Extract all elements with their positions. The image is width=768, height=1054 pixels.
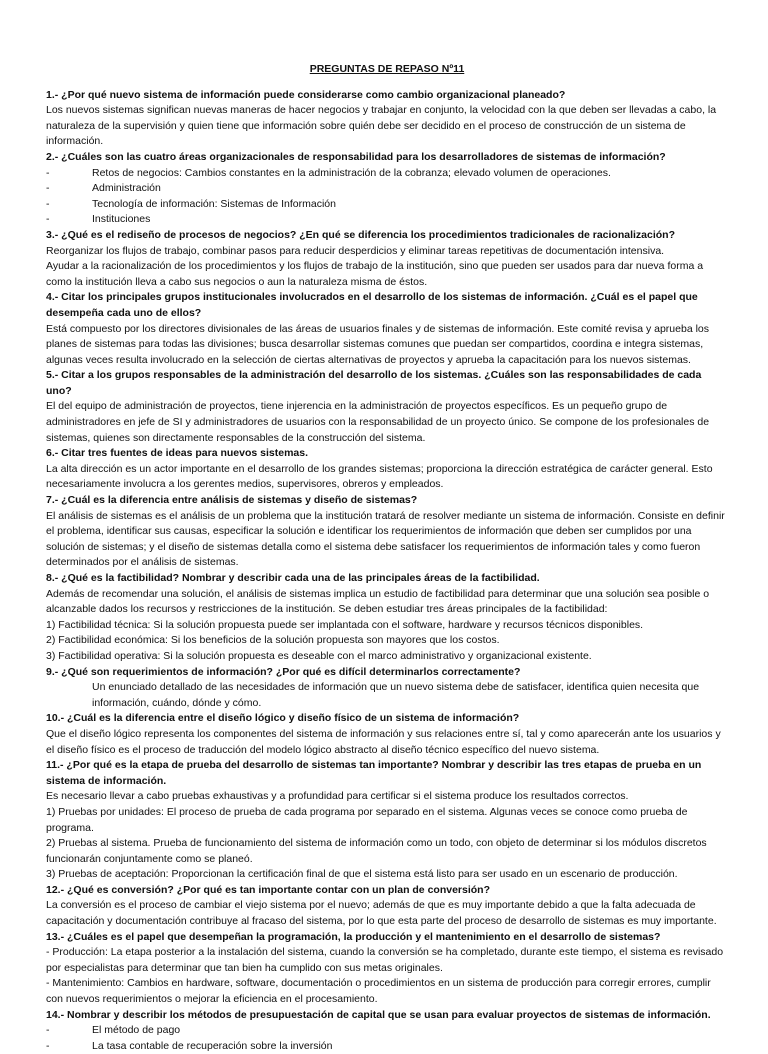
question-heading: 8.- ¿Qué es la factibilidad? Nombrar y describir cada una de las principales áreas de la factibilidad. (46, 572, 540, 584)
bullet-marker: - (46, 182, 50, 195)
answer-paragraph: Además de recomendar una solución, el análisis de sistemas implica un estudio de factibilidad para determinar que una solución sea posible o alcanzable dados los recursos y restricciones de la institución. Se deben estudiar tres áreas principales de la factibilidad: (46, 587, 710, 616)
answer-paragraph: Reorganizar los flujos de trabajo, combinar pasos para reducir desperdicios y eliminar tareas repetitivas de documentación intensiva. (46, 244, 665, 257)
bullet-marker: - (46, 166, 50, 179)
question-heading: 1.- ¿Por qué nuevo sistema de información puede considerarse como cambio organizacional planeado? (46, 88, 566, 101)
bullet-marker: - (46, 213, 50, 226)
bullet-text: Retos de negocios: Cambios constantes en la administración de la cobranza; elevado volumen de operaciones. (92, 166, 611, 179)
bullet-text: El método de pago (92, 1024, 181, 1037)
answer-paragraph: - Mantenimiento: Cambios en hardware, software, documentación o procedimientos en un sistema de producción para corregir errores, cumplir con nuevos requerimientos o mejorar la eficiencia en el procesamiento. (46, 977, 711, 1006)
bullet-marker: - (46, 197, 50, 210)
bullet-item (46, 197, 728, 213)
answer-paragraph: 3) Pruebas de aceptación: Proporcionan la certificación final de que el sistema está listo para ser usado en un escenario de producción. (46, 868, 678, 881)
document-body (46, 88, 728, 1054)
question-heading: 9.- ¿Qué son requerimientos de información? ¿Por qué es difícil determinarlos correctamente? (46, 665, 521, 678)
answer-paragraph: Está compuesto por los directores divisionales de las áreas de usuarios finales y de sistemas de información. Este comité revisa y aprueba los planes de sistemas para todas las divisiones; busca desarrollar sistemas comunes que puedan ser compartidos, coordina e integra sistemas, algunas veces resulta involucrado en la selección de ciertas alternativas de proyectos y aprueba la capacitación para los nuevos sistemas. (46, 322, 709, 366)
bullet-text: Tecnología de información: Sistemas de Información (92, 197, 336, 210)
answer-paragraph: Los nuevos sistemas significan nuevas maneras de hacer negocios y trabajar en conjunto, la velocidad con la que deben ser llevadas a cabo, la naturaleza de la supervisión y quien tiene que información sobre quién debe ser decidido en el proceso de construcción de un sistema de información. (46, 104, 717, 148)
question-heading: 2.- ¿Cuáles son las cuatro áreas organizacionales de responsabilidad para los desarrolladores de sistemas de información? (46, 150, 666, 163)
question-heading: 5.- Citar a los grupos responsables de la administración del desarrollo de los sistemas. ¿Cuáles son las responsabilidades de cada uno? (46, 369, 702, 397)
bullet-item (46, 212, 728, 228)
bullet-text: Administración (92, 182, 161, 195)
answer-paragraph: 2) Factibilidad económica: Si los beneficios de la solución propuesta son mayores que los costos. (46, 634, 500, 647)
question-heading: 13.- ¿Cuáles es el papel que desempeñan la programación, la producción y el mantenimiento en el desarrollo de sistemas? (46, 930, 661, 943)
answer-paragraph: Un enunciado detallado de las necesidades de información que un nuevo sistema debe de satisfacer, identifica quien necesita que información, cuándo, dónde y cómo. (92, 681, 700, 709)
bullet-item (46, 1023, 728, 1039)
question-heading: 4.- Citar los principales grupos institucionales involucrados en el desarrollo de los sistemas de información. ¿Cuál es el papel que desempeña cada uno de ellos? (46, 291, 698, 319)
question-heading: 3.- ¿Qué es el rediseño de procesos de negocios? ¿En qué se diferencia los procedimientos tradicionales de racionalización? (46, 228, 676, 241)
answer-paragraph: Que el diseño lógico representa los componentes del sistema de información y sus relaciones entre sí, tal y como aparecerán ante los usuarios y el diseño físico es el proceso de traducción del modelo lógico abstracto al diseño técnico específico del nuevo sistema. (46, 727, 721, 756)
bullet-marker: - (46, 1024, 50, 1037)
page-title: PREGUNTAS DE REPASO Nº11 (309, 63, 465, 75)
answer-paragraph: 1) Factibilidad técnica: Si la solución propuesta puede ser implantada con el software, hardware y recursos técnicos disponibles. (46, 618, 644, 631)
bullet-item (46, 181, 728, 197)
answer-paragraph: - Producción: La etapa posterior a la instalación del sistema, cuando la conversión se ha completado, durante este tiempo, el sistema es revisado por especialistas para determinar que tan bien ha cumplido con sus metas originales. (46, 946, 724, 974)
question-heading: 7.- ¿Cuál es la diferencia entre análisis de sistemas y diseño de sistemas? (46, 494, 418, 507)
answer-paragraph: El análisis de sistemas es el análisis de un problema que la institución tratará de resolver mediante un sistema de información. Consiste en definir el problema, identificar sus causas, especificar la solución e identificar los requerimientos de información que deben ser cumplidos por una solución de sistemas; y el diseño de sistemas detalla como el sistema debe satisfacer los requerimientos de información tales y como fueron determinados por el análisis de sistemas. (46, 509, 725, 569)
bullet-text: Instituciones (92, 213, 151, 226)
answer-paragraph: La conversión es el proceso de cambiar el viejo sistema por el nuevo; además de que es muy importante debido a que la falta adecuada de capacitación y documentación contribuye al fracaso del sistema, por lo que esta parte del proceso de desarrollo de sistemas es muy importante. (46, 899, 717, 928)
answer-paragraph: 2) Pruebas al sistema. Prueba de funcionamiento del sistema de información como un todo, con objeto de determinar si los módulos discretos funcionarán conjuntamente como se planeó. (46, 837, 707, 865)
answer-paragraph: La alta dirección es un actor importante en el desarrollo de los grandes sistemas; proporciona la dirección estratégica de carácter general. Esto necesariamente involucra a los gerentes medios, supervisores, obreros y empleados. (46, 462, 713, 491)
bullet-item (46, 166, 728, 182)
question-heading: 11.- ¿Por qué es la etapa de prueba del desarrollo de sistemas tan importante? Nombrar y describir las tres etapas de prueba en un sistema de información. (46, 759, 702, 787)
answer-paragraph: Ayudar a la racionalización de los procedimientos y los flujos de trabajo de la institución, sino que pueden ser usados para dar nueva forma a como la institución lleva a cabo sus negocios o aun la naturaleza misma de éstos. (46, 260, 704, 288)
bullet-marker: - (46, 1039, 50, 1052)
answer-paragraph: 1) Pruebas por unidades: El proceso de prueba de cada programa por separado en el sistema. Algunas veces se conoce como prueba de programa. (46, 805, 688, 834)
question-heading: 12.- ¿Qué es conversión? ¿Por qué es tan importante contar con un plan de conversión? (46, 883, 490, 896)
question-heading: 14.- Nombrar y describir los métodos de presupuestación de capital que se usan para evaluar proyectos de sistemas de información. (46, 1008, 711, 1021)
question-heading: 6.- Citar tres fuentes de ideas para nuevos sistemas. (46, 447, 309, 460)
answer-paragraph: El del equipo de administración de proyectos, tiene injerencia en la administración de proyectos específicos. Es un pequeño grupo de administradores en jefe de SI y administradores de usuarios con la responsabilidad de un proyecto único. Se compone de los profesionales de sistemas, quienes son directamente responsables de la construcción del sistema. (46, 400, 710, 444)
answer-paragraph: 3) Factibilidad operativa: Si la solución propuesta es deseable con el marco administrativo y organizacional existente. (46, 649, 592, 662)
bullet-item (46, 1039, 728, 1054)
answer-paragraph: Es necesario llevar a cabo pruebas exhaustivas y a profundidad para certificar si el sistema produce los resultados correctos. (46, 790, 629, 803)
question-heading: 10.- ¿Cuál es la diferencia entre el diseño lógico y diseño físico de un sistema de información? (46, 712, 520, 725)
bullet-text: La tasa contable de recuperación sobre la inversión (92, 1039, 333, 1052)
